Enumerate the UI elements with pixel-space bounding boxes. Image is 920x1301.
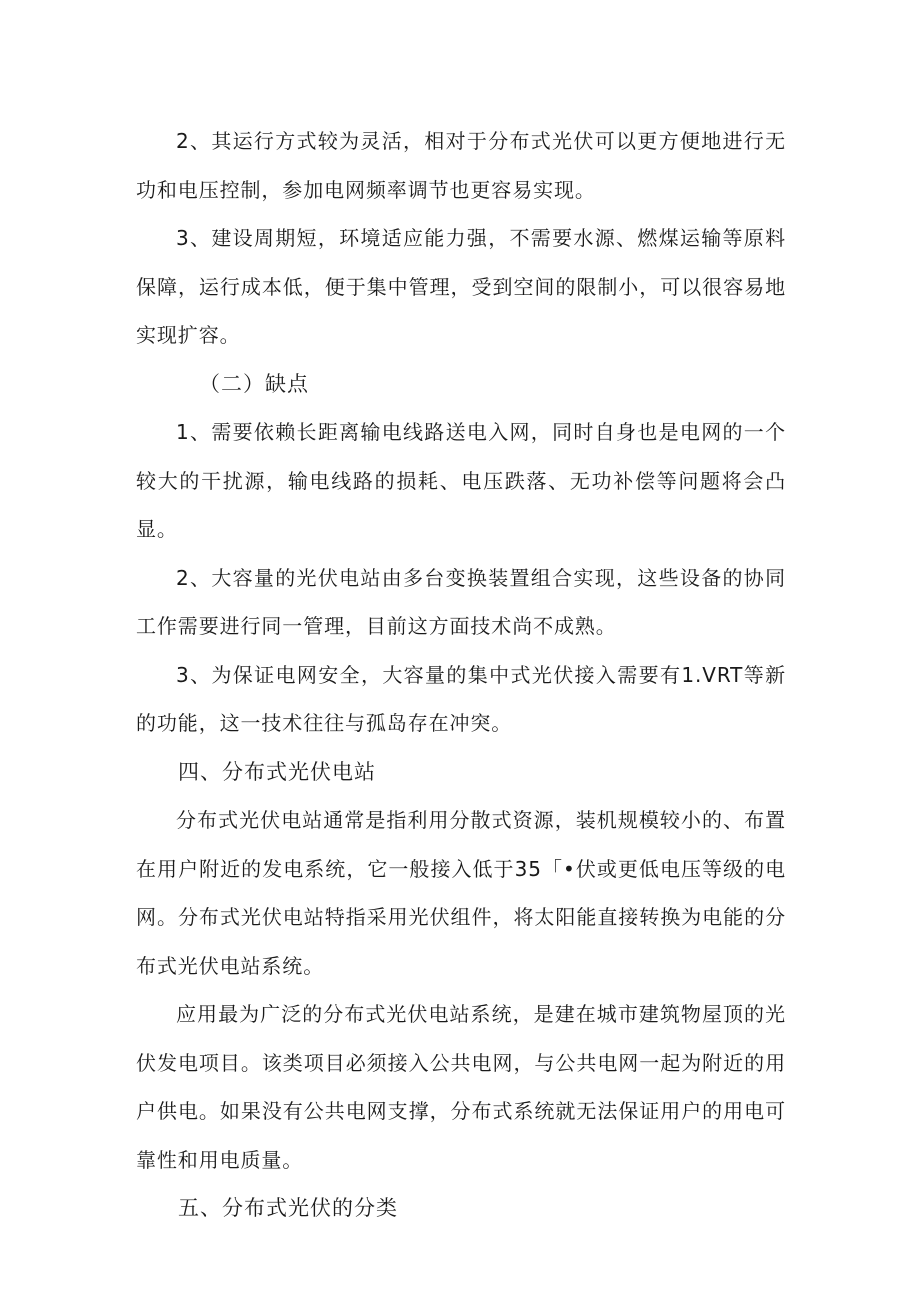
paragraph-disadvantage-1: 1、需要依赖长距离输电线路送电入网，同时自身也是电网的一个较大的干扰源，输电线路的损耗、电压跌落、无功补偿等问题将会凸显。: [136, 420, 786, 541]
paragraph-advantage-2: 2、其运行方式较为灵活，相对于分布式光伏可以更方便地进行无功和电压控制，参加电网频率调节也更容易实现。: [136, 129, 786, 202]
paragraph-advantage-3: 3、建设周期短，环境适应能力强，不需要水源、燃煤运输等原料保障，运行成本低，便于集中管理，受到空间的限制小，可以很容易地实现扩容。: [136, 226, 786, 347]
paragraph-distributed-application: 应用最为广泛的分布式光伏电站系统，是建在城市建筑物屋顶的光伏发电项目。该类项目必须接入公共电网，与公共电网一起为附近的用户供电。如果没有公共电网支撑，分布式系统就无法保证用户的用电可靠性和用电质量。: [136, 1002, 786, 1172]
section-heading-distributed-pv-classification: 五、分布式光伏的分类: [178, 1196, 398, 1220]
section-heading-distributed-pv-station: 四、分布式光伏电站: [178, 759, 376, 784]
paragraph-distributed-definition: 分布式光伏电站通常是指利用分散式资源，装机规模较小的、布置在用户附近的发电系统，它一般接入低于35「•伏或更低电压等级的电网。分布式光伏电站特指采用光伏组件，将太阳能直接转换为电能的分布式光伏电站系统。: [136, 808, 786, 978]
section-heading-disadvantages: （二）缺点: [199, 371, 309, 396]
paragraph-disadvantage-2: 2、大容量的光伏电站由多台变换装置组合实现，这些设备的协同工作需要进行同一管理，目前这方面技术尚不成熟。: [136, 565, 786, 638]
paragraph-disadvantage-3: 3、为保证电网安全，大容量的集中式光伏接入需要有1.VRT等新的功能，这一技术往往与孤岛存在冲突。: [136, 662, 786, 735]
